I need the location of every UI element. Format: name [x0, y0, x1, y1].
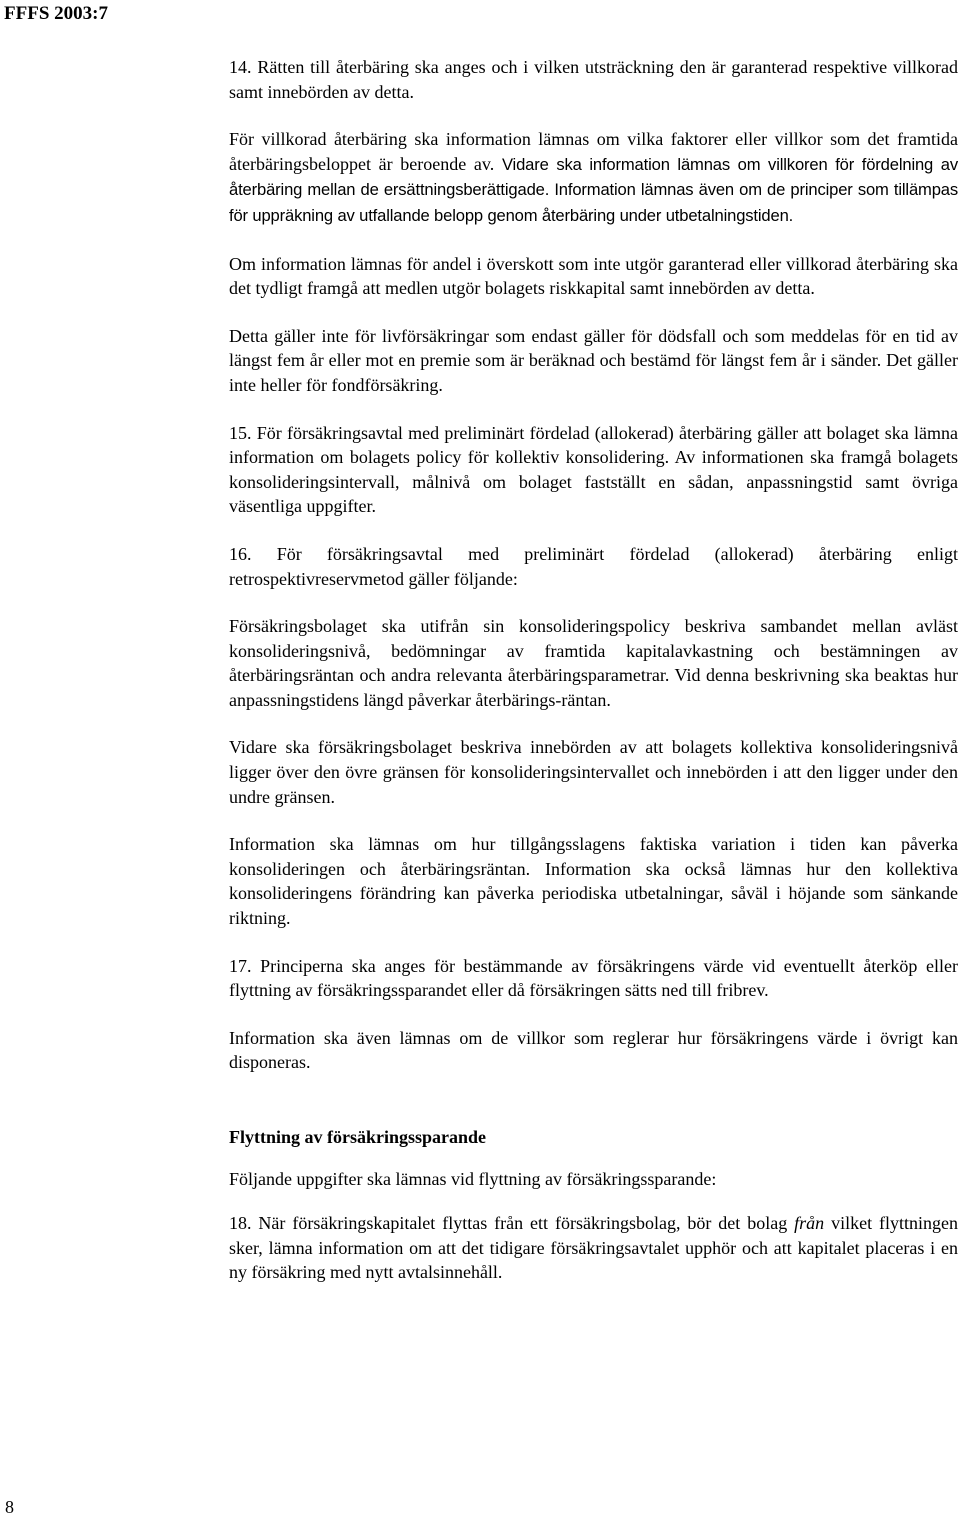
paragraph-18-end: vilket flyttningen sker, lämna information om att det tidigare försäkringsavtalet upphör och att kapitalet placeras i en ny försäkring med nytt avtalsinnehåll.	[229, 1213, 958, 1283]
paragraph-14-distribution-text: Vidare ska information lämnas om villkoren för fördelning av återbäring mellan de ersättningsberättigade. Information lämnas även om de principer som tillämpas för uppräkning av utfallande belopp genom återbäring under utbetalningstiden.	[229, 154, 959, 225]
paragraph-16-asset-variation: Information ska lämnas om hur tillgångsslagens faktiska variation i tiden kan påverka konsolideringen och återbäringsräntan. Information ska också lämnas hur den kollektiva konsolideringens förändring kan påverka periodiska utbetalningar, såväl i höjande som sänkande riktning.	[229, 834, 958, 929]
paragraph-18	[229, 1211, 958, 1285]
paragraph-14: 14. Rätten till återbäring ska anges och i vilken utsträckning den är garanterad respektive villkorad samt innebörden av detta.	[229, 57, 958, 102]
paragraph-18-emphasis: från	[794, 1213, 825, 1234]
document-header: FFFS 2003:7	[4, 3, 108, 24]
paragraph-18-start: 18. När försäkringskapitalet flyttas från ett försäkringsbolag, bör det bolag	[229, 1213, 795, 1234]
paragraph-14-surplus-share: Om information lämnas för andel i överskott som inte utgör garanterad eller villkorad återbäring ska det tydligt framgå att medlen utgör bolagets riskkapital samt innebörden av detta.	[229, 253, 958, 299]
paragraph-16: 16. För försäkringsavtal med preliminärt fördelad (allokerad) återbäring enligt retrospektivreservmetod gäller följande:	[229, 543, 958, 589]
document-body	[229, 55, 958, 1308]
paragraph-14-exceptions: Detta gäller inte för livförsäkringar som endast gäller för dödsfall och som meddelas för en tid av längst fem år eller mot en premie som är beräknad och bestämd för längst fem år i sänder. Det gäller inte heller för fondförsäkring.	[229, 325, 958, 395]
section-intro: Följande uppgifter ska lämnas vid flyttning av försäkringssparande:	[229, 1168, 717, 1189]
paragraph-16-consolidation-level: Vidare ska försäkringsbolaget beskriva innebörden av att bolagets kollektiva konsolideringsnivå ligger över den övre gränsen för konsolideringsintervallet och innebörden i att den ligger under den undre gränsen.	[229, 737, 958, 807]
paragraph-15: 15. För försäkringsavtal med preliminärt fördelad (allokerad) återbäring gäller att bolaget ska lämna information om bolagets policy för kollektiv konsolidering. Av informationen ska framgå bolagets konsolideringsintervall, målnivå om bolaget fastställt en sådan, anpassningstid samt övriga väsentliga uppgifter.	[229, 422, 958, 517]
paragraph-17-disposal-terms: Information ska även lämnas om de villkor som reglerar hur försäkringens värde i övrigt kan disponeras.	[229, 1027, 958, 1073]
page-number: 8	[5, 1497, 14, 1517]
paragraph-16-consolidation-policy: Försäkringsbolaget ska utifrån sin konsolideringspolicy beskriva sambandet mellan avläst konsolideringsnivå, bedömningar av framtida kapitalavkastning och bestämningen av återbäringsräntan och andra relevanta återbäringsparametrar. Vid denna beskrivning ska beaktas hur anpassningstidens längd påverkar återbärings-räntan.	[229, 616, 958, 710]
paragraph-14-conditional-refund-intro: För villkorad återbäring ska information lämnas om vilka faktorer eller villkor som det framtida återbäringsbeloppet är beroende av.	[229, 129, 958, 174]
paragraph-14-conditional-refund	[229, 127, 958, 228]
section-heading-transfer: Flyttning av försäkringssparande	[229, 1127, 487, 1147]
paragraph-17: 17. Principerna ska anges för bestämmande av försäkringens värde vid eventuellt återköp eller flyttning av försäkringssparandet eller då försäkringen sätts ned till fribrev.	[229, 955, 958, 1001]
